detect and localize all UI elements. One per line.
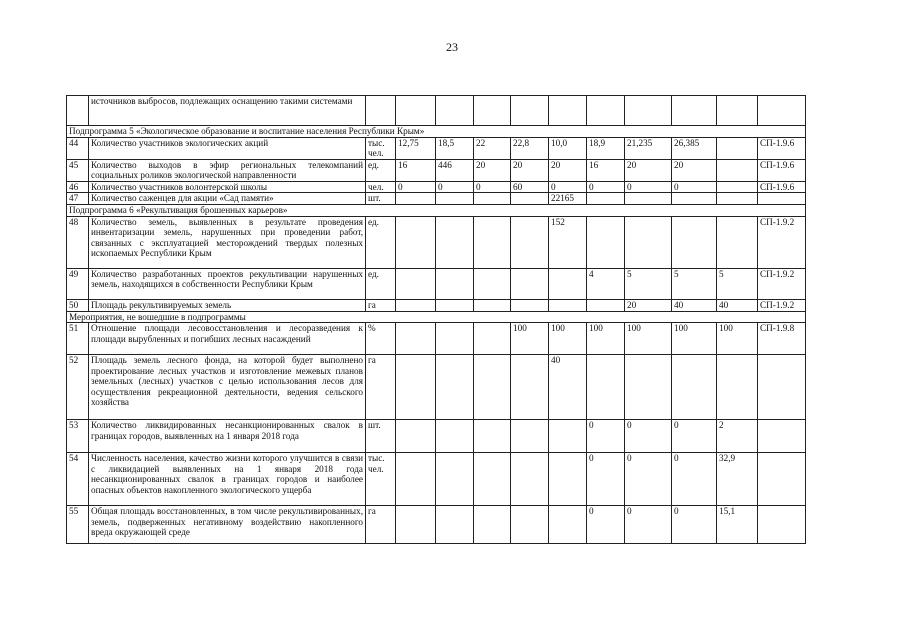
value-cell: 40 [672, 300, 717, 312]
value-cell: 0 [396, 181, 436, 192]
unit-cell: ед. [366, 217, 396, 269]
table-row [67, 506, 806, 544]
row-number: 49 [67, 269, 89, 300]
value-cell: 21,235 [625, 138, 672, 160]
code-cell: СП-1.9.2 [758, 217, 806, 269]
value-cell [587, 300, 625, 312]
row-number: 44 [67, 138, 89, 160]
value-cell: 16 [396, 159, 436, 181]
value-cell [511, 453, 549, 506]
row-number: 51 [67, 323, 89, 355]
code-cell: СП-1.9.6 [758, 159, 806, 181]
value-cell [511, 506, 549, 544]
value-cell: 0 [549, 181, 587, 192]
value-cell [717, 217, 758, 269]
value-cell: 0 [625, 453, 672, 506]
value-cell: 20 [549, 159, 587, 181]
value-cell [396, 323, 436, 355]
unit-cell: % [366, 323, 396, 355]
value-cell: 16 [587, 159, 625, 181]
value-cell [474, 300, 511, 312]
value-cell [672, 217, 717, 269]
value-cell [587, 217, 625, 269]
value-cell: 60 [511, 181, 549, 192]
indicator-name: Количество ликвидированных несанкционированных свалок в границах городов, выявленных на 1 января 2018 года [89, 420, 366, 453]
value-cell: 100 [672, 323, 717, 355]
row-number: 45 [67, 159, 89, 181]
value-cell: 5 [625, 269, 672, 300]
value-cell [511, 217, 549, 269]
value-cell [436, 193, 474, 205]
value-cell [717, 96, 758, 126]
value-cell [717, 138, 758, 160]
value-cell: 100 [587, 323, 625, 355]
indicator-name: источников выбросов, подлежащих оснащению такими системами [89, 96, 366, 126]
code-cell: СП-1.9.2 [758, 300, 806, 312]
table-row [67, 269, 806, 300]
section-row [67, 312, 806, 323]
row-number: 46 [67, 181, 89, 192]
value-cell: 32,9 [717, 453, 758, 506]
value-cell: 20 [625, 300, 672, 312]
indicators-table [66, 95, 806, 544]
value-cell [396, 355, 436, 420]
value-cell [396, 193, 436, 205]
unit-cell: шт. [366, 420, 396, 453]
indicator-name: Количество земель, выявленных в результате проведения инвентаризации земель, нарушенных при проведении работ, связанных с эксплуатацией месторождений твердых полезных ископаемых Республики Крым [89, 217, 366, 269]
value-cell [717, 159, 758, 181]
table-row [67, 96, 806, 126]
value-cell: 100 [625, 323, 672, 355]
indicator-name: Общая площадь восстановленных, в том числе рекультивированных, земель, подверженных негативному воздействию накопленного вреда окружающей среде [89, 506, 366, 544]
value-cell: 4 [587, 269, 625, 300]
table-row [67, 138, 806, 160]
section-row [67, 205, 806, 217]
value-cell [474, 269, 511, 300]
code-cell [758, 453, 806, 506]
indicator-name: Площадь рекультивируемых земель [89, 300, 366, 312]
value-cell: 446 [436, 159, 474, 181]
value-cell [474, 96, 511, 126]
section-title: Подпрограмма 6 «Рекультивация брошенных карьеров» [67, 205, 806, 217]
row-number [67, 96, 89, 126]
unit-cell [366, 96, 396, 126]
code-cell [758, 506, 806, 544]
value-cell: 22,8 [511, 138, 549, 160]
section-title: Мероприятия, не вошедшие в подпрограммы [67, 312, 806, 323]
value-cell: 0 [587, 453, 625, 506]
indicator-name: Количество выходов в эфир региональных телекомпаний социальных роликов экологической направленности [89, 159, 366, 181]
value-cell [436, 453, 474, 506]
row-number: 50 [67, 300, 89, 312]
value-cell [717, 193, 758, 205]
value-cell: 0 [672, 506, 717, 544]
value-cell: 10,0 [549, 138, 587, 160]
value-cell: 20 [625, 159, 672, 181]
value-cell [587, 355, 625, 420]
value-cell [436, 355, 474, 420]
table-row [67, 193, 806, 205]
row-number: 47 [67, 193, 89, 205]
value-cell: 100 [511, 323, 549, 355]
value-cell: 2 [717, 420, 758, 453]
value-cell [436, 506, 474, 544]
value-cell [549, 300, 587, 312]
value-cell [396, 453, 436, 506]
value-cell [436, 420, 474, 453]
indicator-name: Численность населения, качество жизни которого улучшится в связи с ликвидацией выявленных на 1 января 2018 года несанкционированных свалок в границах городов и наиболее опасных объектов накопленного экологического ущерба [89, 453, 366, 506]
value-cell [474, 217, 511, 269]
value-cell: 20 [474, 159, 511, 181]
value-cell [436, 96, 474, 126]
unit-cell: ед. [366, 269, 396, 300]
value-cell: 22 [474, 138, 511, 160]
value-cell: 5 [672, 269, 717, 300]
value-cell [436, 323, 474, 355]
value-cell [717, 181, 758, 192]
value-cell: 0 [587, 181, 625, 192]
value-cell [511, 96, 549, 126]
value-cell [549, 96, 587, 126]
row-number: 55 [67, 506, 89, 544]
value-cell: 0 [672, 420, 717, 453]
code-cell: СП-1.9.6 [758, 181, 806, 192]
code-cell [758, 96, 806, 126]
value-cell [511, 420, 549, 453]
value-cell [672, 355, 717, 420]
indicator-name: Количество участников экологических акций [89, 138, 366, 160]
value-cell [436, 300, 474, 312]
code-cell [758, 355, 806, 420]
unit-cell: тыс. чел. [366, 453, 396, 506]
row-number: 53 [67, 420, 89, 453]
value-cell [436, 217, 474, 269]
indicator-name: Количество разработанных проектов рекультивации нарушенных земель, находящихся в собственности Республики Крым [89, 269, 366, 300]
value-cell: 0 [672, 453, 717, 506]
indicator-name: Площадь земель лесного фонда, на которой будет выполнено проектирование лесных участков и изготовление межевых планов земельных (лесных) участков с целью использования лесов для осуществления рекреационной деятельности, ведения сельского хозяйства [89, 355, 366, 420]
value-cell: 0 [625, 506, 672, 544]
value-cell [436, 269, 474, 300]
row-number: 48 [67, 217, 89, 269]
indicator-name: Количество саженцев для акции «Сад памяти» [89, 193, 366, 205]
value-cell: 0 [625, 420, 672, 453]
value-cell: 0 [587, 420, 625, 453]
value-cell: 12,75 [396, 138, 436, 160]
value-cell: 152 [549, 217, 587, 269]
value-cell [474, 453, 511, 506]
code-cell: СП-1.9.6 [758, 138, 806, 160]
value-cell [474, 506, 511, 544]
table-row [67, 453, 806, 506]
value-cell [549, 506, 587, 544]
value-cell: 40 [549, 355, 587, 420]
unit-cell: тыс. чел. [366, 138, 396, 160]
value-cell [474, 323, 511, 355]
value-cell: 15,1 [717, 506, 758, 544]
section-row [67, 126, 806, 138]
unit-cell: чел. [366, 181, 396, 192]
value-cell: 20 [511, 159, 549, 181]
table-row [67, 181, 806, 192]
code-cell: СП-1.9.8 [758, 323, 806, 355]
value-cell: 18,5 [436, 138, 474, 160]
value-cell [511, 300, 549, 312]
value-cell [396, 506, 436, 544]
value-cell: 100 [717, 323, 758, 355]
table-row [67, 355, 806, 420]
page-number: 23 [446, 40, 458, 54]
unit-cell: га [366, 355, 396, 420]
value-cell [511, 269, 549, 300]
table-row [67, 300, 806, 312]
value-cell: 26,385 [672, 138, 717, 160]
value-cell: 20 [672, 159, 717, 181]
unit-cell: ед. [366, 159, 396, 181]
row-number: 54 [67, 453, 89, 506]
value-cell: 100 [549, 323, 587, 355]
value-cell [625, 217, 672, 269]
value-cell: 0 [436, 181, 474, 192]
code-cell: СП-1.9.2 [758, 269, 806, 300]
value-cell: 5 [717, 269, 758, 300]
value-cell [474, 355, 511, 420]
value-cell: 0 [474, 181, 511, 192]
value-cell: 40 [717, 300, 758, 312]
table-row [67, 420, 806, 453]
value-cell: 22165 [549, 193, 587, 205]
value-cell [625, 355, 672, 420]
table-row [67, 159, 806, 181]
value-cell [587, 96, 625, 126]
value-cell [396, 217, 436, 269]
unit-cell: шт. [366, 193, 396, 205]
section-title: Подпрограмма 5 «Экологическое образование и воспитание населения Республики Крым» [67, 126, 806, 138]
table-body [67, 96, 806, 544]
row-number: 52 [67, 355, 89, 420]
unit-cell: га [366, 300, 396, 312]
value-cell [396, 420, 436, 453]
value-cell [396, 269, 436, 300]
indicator-name: Отношение площади лесовосстановления и лесоразведения к площади вырубленных и погибших лесных насаждений [89, 323, 366, 355]
value-cell: 18,9 [587, 138, 625, 160]
code-cell [758, 420, 806, 453]
value-cell: 0 [625, 181, 672, 192]
value-cell [672, 96, 717, 126]
value-cell [474, 420, 511, 453]
code-cell [758, 193, 806, 205]
value-cell: 0 [587, 506, 625, 544]
value-cell [396, 300, 436, 312]
value-cell [549, 269, 587, 300]
value-cell [717, 355, 758, 420]
value-cell [396, 96, 436, 126]
unit-cell: га [366, 506, 396, 544]
value-cell [549, 453, 587, 506]
table-row [67, 217, 806, 269]
value-cell [672, 193, 717, 205]
value-cell: 0 [672, 181, 717, 192]
value-cell [587, 193, 625, 205]
value-cell [625, 193, 672, 205]
value-cell [625, 96, 672, 126]
indicator-name: Количество участников волонтерской школы [89, 181, 366, 192]
value-cell [474, 193, 511, 205]
table-row [67, 323, 806, 355]
value-cell [549, 420, 587, 453]
value-cell [511, 355, 549, 420]
value-cell [511, 193, 549, 205]
